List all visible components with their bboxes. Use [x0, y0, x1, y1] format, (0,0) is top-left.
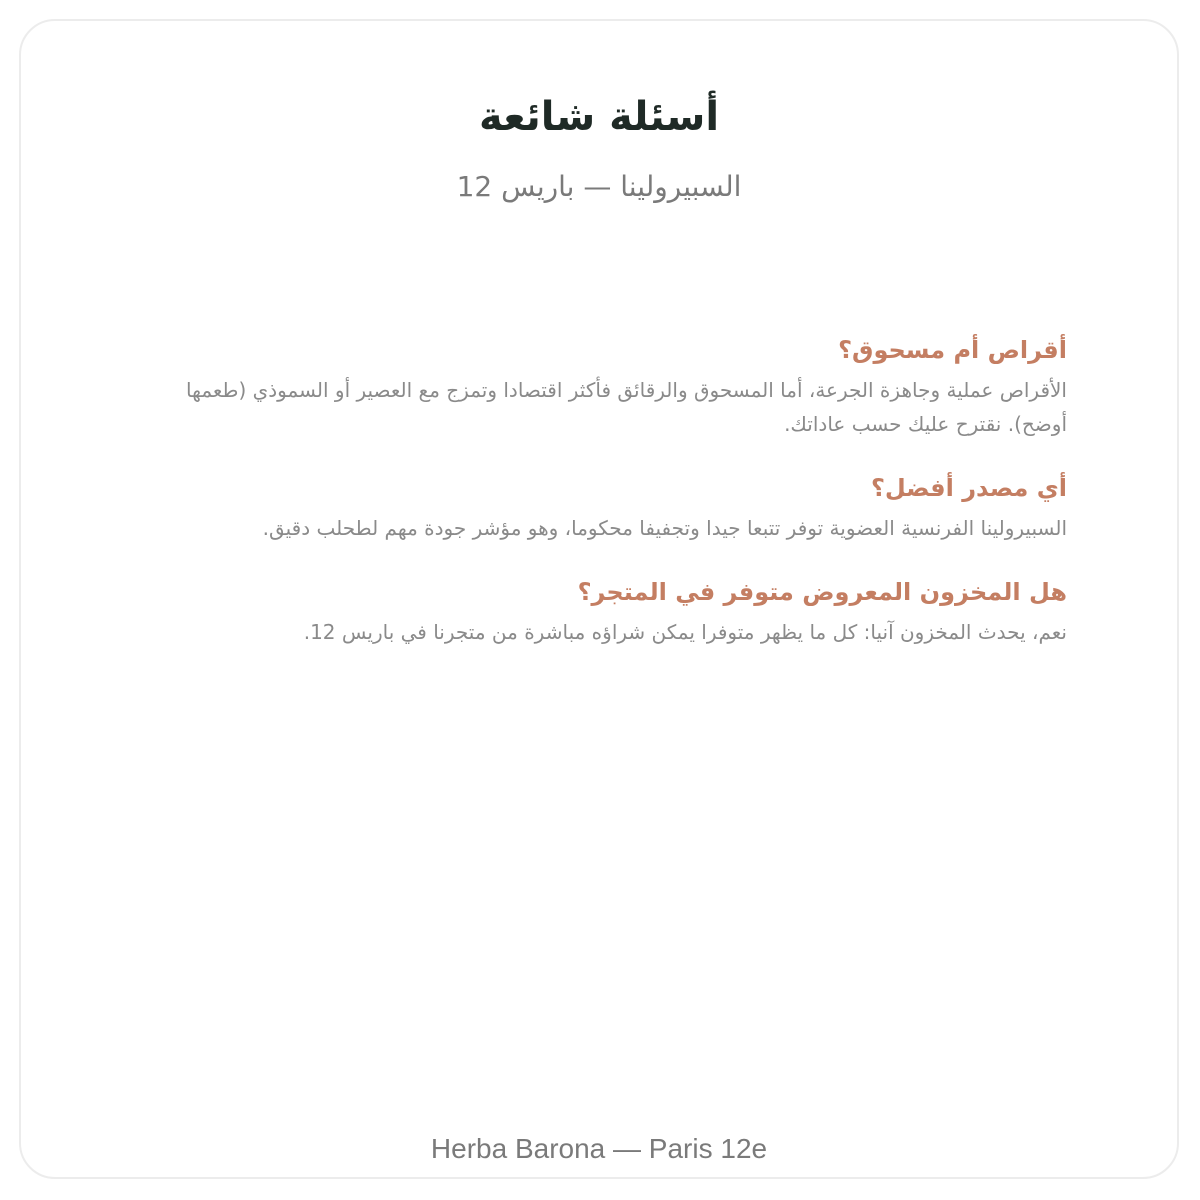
- faq-answer: نعم، يحدث المخزون آنيا: كل ما يظهر متوفرا يمكن شراؤه مباشرة من متجرنا في باريس 12.: [303, 620, 1067, 644]
- faq-answer: الأقراص عملية وجاهزة الجرعة، أما المسحوق والرقائق فأكثر اقتصادا وتمزج مع العصير أو السموذي (طعمها أوضح). نقترح عليك حسب عاداتك.: [186, 378, 1067, 436]
- faq-question: أقراص أم مسحوق؟: [838, 336, 1067, 364]
- faq-question: هل المخزون المعروض متوفر في المتجر؟: [577, 578, 1067, 606]
- faq-list: [127, 331, 1067, 677]
- faq-card: [19, 19, 1179, 1179]
- faq-answer: السبيرولينا الفرنسية العضوية توفر تتبعا جيدا وتجفيفا محكوما، وهو مؤشر جودة مهم لطحلب دقيق.: [262, 516, 1067, 540]
- page-title: أسئلة شائعة: [478, 94, 720, 140]
- faq-item: [127, 469, 1067, 545]
- faq-item: [127, 331, 1067, 441]
- faq-question: أي مصدر أفضل؟: [870, 474, 1067, 502]
- page-subtitle: السبيرولينا — باريس 12: [456, 170, 742, 203]
- store-footer: Herba Barona — Paris 12e: [430, 1133, 768, 1164]
- faq-item: [127, 573, 1067, 649]
